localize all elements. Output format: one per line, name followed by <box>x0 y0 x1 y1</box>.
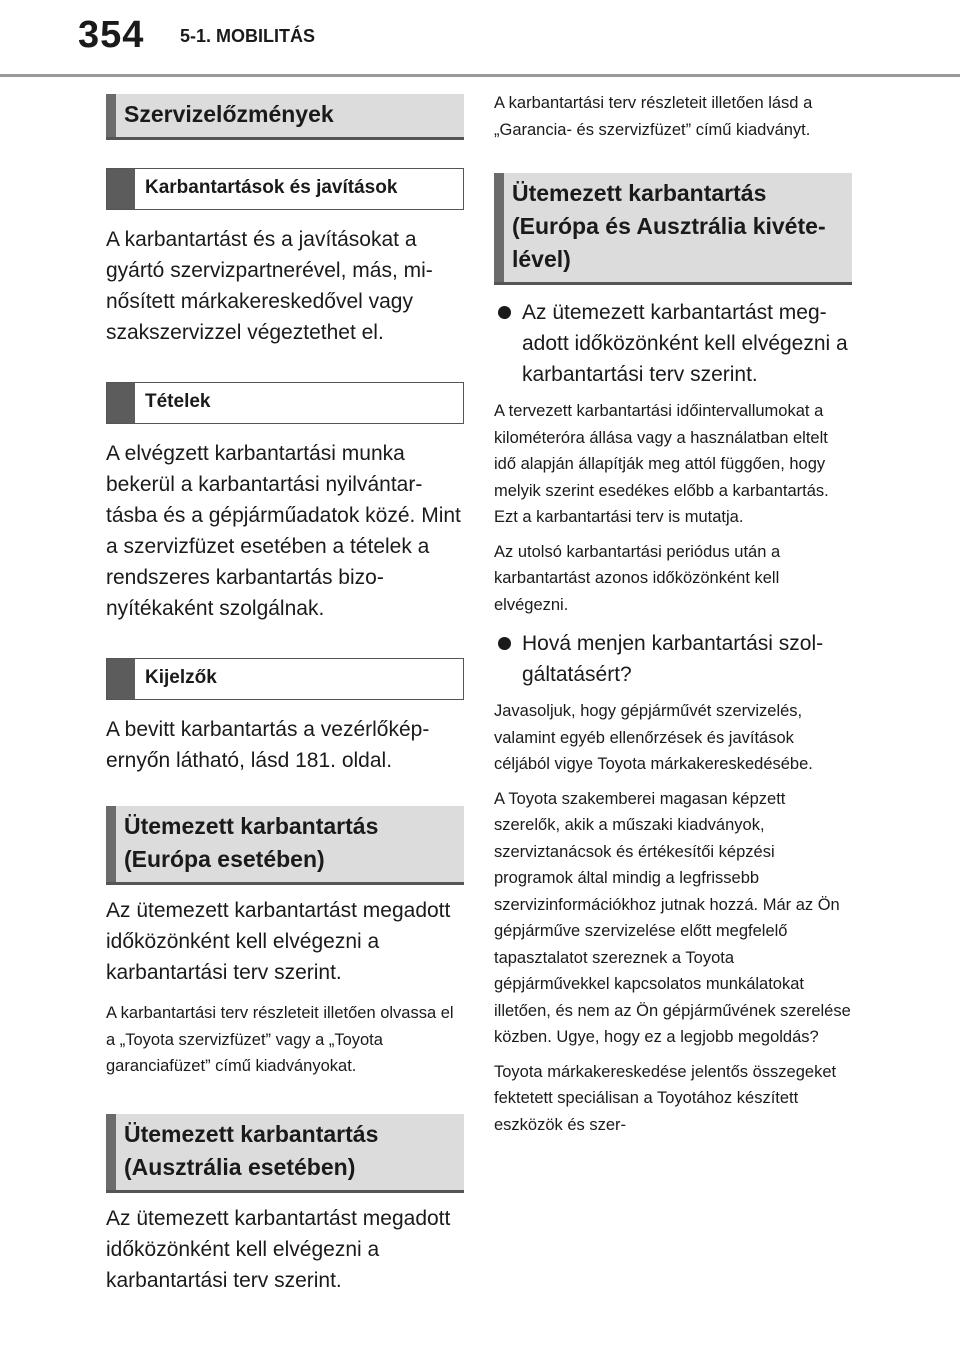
paragraph: A bevitt karbantartás a vezérlőképernyőn látható, lásd 181. oldal. <box>106 718 430 772</box>
heading-scheduled-australia: Ütemezett karbantartás (Ausztrália esetében) <box>106 1114 464 1193</box>
paragraph: A tervezett karbantartási időintervallumokat a kilométeróra állása vagy a használatban eltelt idő alapján állapítják meg attól függően, hogy melyik szerint esedékes előbb a karbantartás. Ezt a karbantartási terv is mutatja. <box>494 402 829 526</box>
paragraph: A elvégzett karbantartási munka bekerül a karbantartási nyilvántartásba és a gépjárműadatok közé. Mint a szervizfüzet esetében a tételek a rendszeres karbantartás bizonyítékaként szolgálnak. <box>106 442 461 620</box>
paragraph: Az ütemezett karbantartást megadott időközönként kell elvégezni a karbantartási terv szerint. <box>106 1206 451 1292</box>
bullet-text: Hová menjen karbantartási szolgáltatásért? <box>522 632 824 686</box>
heading-service-history: Szervizelőzmények <box>106 94 464 140</box>
paragraph-note: A karbantartási terv részleteit illetően lásd a „Garancia- és szervizfüzet” című kiadványt. <box>494 94 813 139</box>
header-divider <box>0 74 960 77</box>
paragraph: Javasoljuk, hogy gépjárművét szervizelés, valamint egyéb ellenőrzések és javítások céljából vigye Toyota márkakereskedésébe. <box>494 702 813 773</box>
paragraph: Az ütemezett karbantartást megadott időközönként kell elvégezni a karbantartási terv szerint. <box>106 899 451 984</box>
subheading-items: Tételek <box>106 382 464 424</box>
paragraph: Az utolsó karbantartási periódus után a karbantartást azonos időközönként kell elvégezni. <box>494 542 781 614</box>
bullet-item <box>494 297 852 390</box>
left-column <box>106 94 464 1296</box>
subheading-maintenance-repairs: Karbantartások és javítások <box>106 168 464 210</box>
page-header <box>0 0 960 78</box>
bullet-icon <box>498 306 511 319</box>
right-column <box>494 90 852 1138</box>
heading-scheduled-other: Ütemezett karbantartás (Európa és Ausztrália kivételével) <box>494 173 852 285</box>
paragraph-note: A karbantartási terv részleteit illetően olvassa el a „Toyota szervizfüzet” vagy a „Toyota garanciafüzet” című kiadványokat. <box>106 1004 454 1075</box>
bullet-text: Az ütemezett karbantartást megadott időközönként kell elvégezni a karbantartási terv szerint. <box>522 301 848 386</box>
paragraph: A Toyota szakemberei magasan képzett szerelők, akik a műszaki kiadványok, szerviztanácsok és értékesítői képzési programok által mindig a legfrissebb szervizinformációkhoz jutnak hozzá. Már az Ön gépjárműve szervizelése előtt megfelelő tapasztalatot szereznek a Toyota gépjárművekkel kapcsolatos munkálatokat illetően, és nem az Ön gépjárművének szerelése közben. Ugye, hogy ez a legjobb megoldás? <box>494 789 851 1046</box>
page-number: 354 <box>78 14 145 56</box>
section-title: 5-1. MOBILITÁS <box>180 26 316 46</box>
bullet-icon <box>498 637 511 650</box>
heading-scheduled-europe: Ütemezett karbantartás (Európa esetében) <box>106 806 464 885</box>
subheading-displays: Kijelzők <box>106 658 464 700</box>
bullet-item <box>494 628 852 690</box>
paragraph: Toyota márkakereskedése jelentős összegeket fektetett speciálisan a Toyotához készített eszközök és szer- <box>494 1062 837 1134</box>
paragraph: A karbantartást és a javításokat a gyártó szervizpartnerével, más, minősített márkakereskedővel vagy szakszervizzel végeztethet el. <box>106 228 433 344</box>
